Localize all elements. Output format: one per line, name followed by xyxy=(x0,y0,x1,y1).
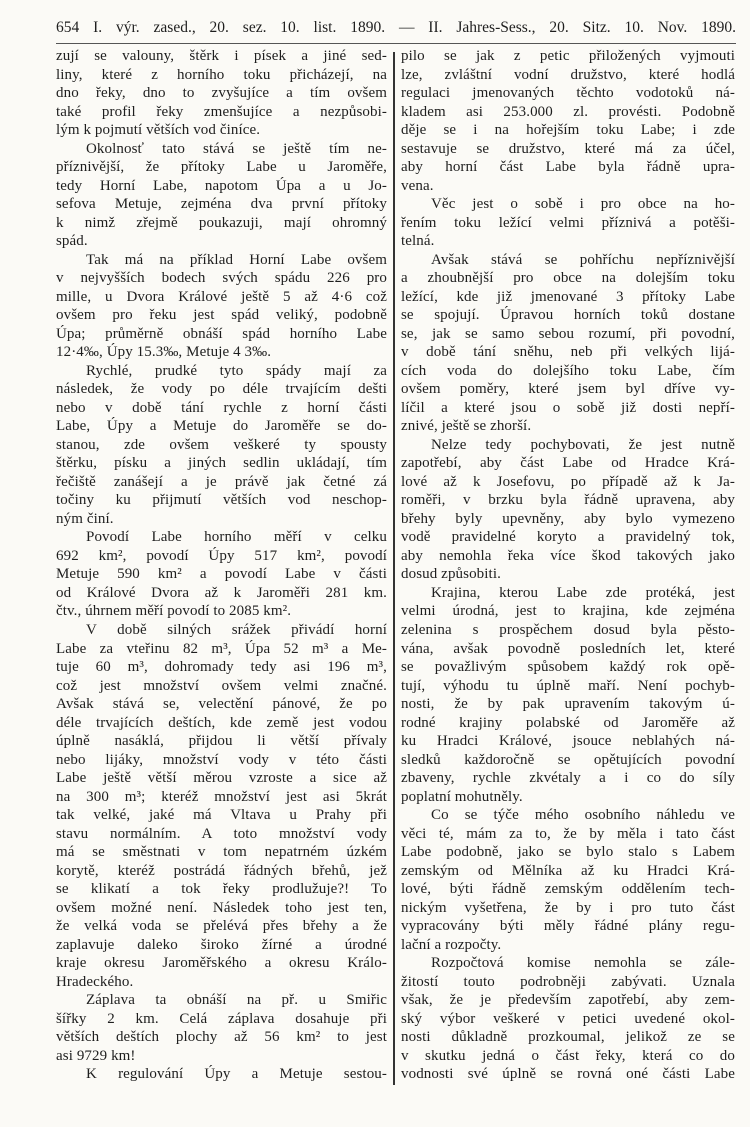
text-line: vypracovány býti měly řádné plány regu- xyxy=(401,918,735,935)
text-line: v době tání sněhu, neb při velkých lijá- xyxy=(401,344,735,361)
text-line: se, jak se samo sebou rozumí, při povodní, xyxy=(401,325,735,342)
text-line: asi 9729 km! xyxy=(56,1047,136,1064)
text-line: tedy Horní Labe, napotom Úpa a u Jo- xyxy=(56,177,387,194)
text-line: Nelze tedy pochybovati, že jest nutně xyxy=(431,436,735,453)
text-line: aby horní část Labe byla řádně upra- xyxy=(401,159,735,176)
text-line: cích voda do dolejšího toku Labe, čím xyxy=(401,362,735,379)
text-line: točiny ku přijmutí větších vod neschop- xyxy=(56,492,387,509)
text-line: a zhoubnější pro obce na dolejším toku xyxy=(401,270,735,287)
text-line: lým k pojmutí větších vod činíce. xyxy=(56,122,261,139)
text-line: Rychlé, prudké tyto spády mají za xyxy=(86,362,387,379)
text-line: čtv., úhrnem měří povodí to 2085 km². xyxy=(56,603,292,620)
text-line: rodné krajiny polabské od Jaroměře až xyxy=(401,714,735,731)
text-line: v nejvyšších bodech svých spádu 226 pro xyxy=(56,270,387,287)
column-divider xyxy=(393,52,395,1085)
text-line: Co se týče mého osobního náhledu ve xyxy=(431,807,735,824)
text-line: lové, býti řádně zemským oddělením tech- xyxy=(401,881,735,898)
right-column xyxy=(401,47,735,1084)
text-line: věci té, mám za to, že by měla i tato část xyxy=(401,825,735,842)
text-line: od Králové Dvora až k Jaroměři 281 km. xyxy=(56,584,387,601)
text-line: kladem asi 253.000 zl. provésti. Podobně xyxy=(401,103,735,120)
text-line: Úpa; průměrně obnáší spád horního Labe xyxy=(56,325,387,342)
text-line: dosud způsobiti. xyxy=(401,566,501,583)
text-line: vodnosti své úplně se rovná oné části Labe xyxy=(401,1066,735,1083)
text-line: Labe, Úpy a Metuje do Jaroměře se do- xyxy=(56,418,387,435)
text-line: lační a rozpočty. xyxy=(401,936,502,953)
text-line: vodě pravidelné koryto a pravidelný tok, xyxy=(401,529,735,546)
text-line: kraje okresu Jaroměřského a okresu Králo- xyxy=(56,955,387,972)
text-line: zemským od Mělníka až ku Hradci Krá- xyxy=(401,862,735,879)
text-line: na 300 m³; kteréž množství jest asi 5krát xyxy=(56,788,387,805)
text-line: velmi úrodná, jest to krajina, kde zejména xyxy=(401,603,735,620)
text-line: tuje 60 m³, dohromady tedy asi 196 m³, xyxy=(56,659,387,676)
text-line: Povodí Labe horního měří v celku xyxy=(86,529,387,546)
text-line: břehy byly upevněny, aby bylo vymezeno xyxy=(401,510,735,527)
text-line: pilo se jak z petic přiložených vyjmouti xyxy=(401,48,735,64)
text-line: stanou, zde ovšem veškeré ty spousty xyxy=(56,436,387,453)
text-line: znivé, ještě se zhorší. xyxy=(401,418,532,435)
text-line: Rozpočtová komise nemohla se zále- xyxy=(431,955,735,972)
running-header: 654 I. výr. zased., 20. sez. 10. list. 1890. — II. Jahres-Sess., 20. Sitz. 10. Nov. 1890. xyxy=(56,19,736,36)
text-line: stavu normálním. A toto množství vody xyxy=(56,825,387,842)
text-line: spád. xyxy=(56,233,88,250)
text-line: dno řeky, dno to zvyšujíce a tím ovšem xyxy=(56,85,387,102)
text-line: zapotřebí, aby část Labe od Hradce Krá- xyxy=(401,455,735,472)
text-line: ovšem pro řeku jest spád veliký, podobně xyxy=(56,307,387,324)
text-line: vena. xyxy=(401,177,434,194)
left-column xyxy=(56,47,387,1084)
text-line: sefova Metuje, zejména dva první přítoky xyxy=(56,196,387,213)
text-line: také profil řeky zmenšujíce a nezpůsobi- xyxy=(56,103,387,120)
text-line: líčil a které jsou o sobě již dosti nepří- xyxy=(401,399,735,416)
text-line: Hradeckého. xyxy=(56,973,134,990)
text-line: ným činí. xyxy=(56,510,114,527)
text-line: korytě, kteréž postrádá řádných břehů, jež xyxy=(56,862,387,879)
text-line: lové až k Josefovu, po případě až k Ja- xyxy=(401,473,735,490)
text-line: telná. xyxy=(401,233,435,250)
text-line: K regulování Úpy a Metuje sestou- xyxy=(86,1066,387,1083)
text-line: řením toku ležící velmi příznivá a potěši- xyxy=(401,214,735,231)
text-line: Krajina, kterou Labe zde protéká, jest xyxy=(431,584,735,601)
text-line: má se směstnati v tom nepatrném úzkém xyxy=(56,844,387,861)
text-line: zaplavuje daleko široko žírné a úrodné xyxy=(56,936,387,953)
text-line: se považlivým spůsobem každý rok opě- xyxy=(401,659,735,676)
text-line: Labe za vteřinu 82 m³, Úpa 52 m³ a Me- xyxy=(56,640,387,657)
text-line: sestavuje se družstvo, které má za účel, xyxy=(401,140,735,157)
text-line: Záplava ta obnáší na př. u Smiřic xyxy=(86,992,387,1009)
text-line: Avšak stává se pohříchu nepříznivější xyxy=(431,251,735,268)
text-line: poplatní mohutněly. xyxy=(401,788,523,805)
text-line: regulaci jmenovaných těchto vodotoků ná- xyxy=(401,85,735,102)
text-line: Tak má na příklad Horní Labe ovšem xyxy=(86,251,387,268)
text-line: vána, avšak povodně posledních let, které xyxy=(401,640,735,657)
text-line: nebo lijáky, množství vody v této části xyxy=(56,751,387,768)
text-line: sledků každoročně se opětujících povodní xyxy=(401,751,735,768)
text-line: nosti důkladně prozkoumal, jelikož ze se xyxy=(401,1029,735,1046)
text-line: liny, které z horního toku přicházejí, na xyxy=(56,66,387,83)
text-line: ský výbor veškeré v petici uvedené okol- xyxy=(401,1010,735,1027)
text-line: příznivější, že přítoky Labe u Jaroměře, xyxy=(56,159,387,176)
text-line: mille, u Dvora Králové ještě 5 až 4·6 což xyxy=(56,288,387,305)
text-line: následek, že vody po déle trvajícím dešti xyxy=(56,381,387,398)
text-line: v skutku jedná o část řeky, která co do xyxy=(401,1047,735,1064)
text-line: však, že je především zapotřebí, aby zem- xyxy=(401,992,735,1009)
text-line: větších deštích plochy až 56 km² to jest xyxy=(56,1029,387,1046)
text-line: Metuje 590 km² a povodí Labe v části xyxy=(56,566,387,583)
text-line: ležící, kde již jmenované 3 přítoky Labe xyxy=(401,288,735,305)
text-line: ovšem poměry, které jsem byl dříve vy- xyxy=(401,381,735,398)
text-line: se spojují. Úpravou horních toků dostane xyxy=(401,307,735,324)
text-line: což jest množství ovšem velmi značné. xyxy=(56,677,387,694)
text-line: 692 km², povodí Úpy 517 km², povodí xyxy=(56,547,387,564)
text-line: nebo v době tání rychle z horní části xyxy=(56,399,387,416)
text-line: Labe podobně, jako se bylo stalo s Labem xyxy=(401,844,735,861)
text-line: lze, zvláštní vodní družstvo, které hodlá xyxy=(401,66,735,83)
text-line: se klikatí a tok řeky prodlužuje?! To xyxy=(56,881,387,898)
text-line: zelenina s prospěchem dosud byla pěsto- xyxy=(401,621,735,638)
text-line: ku Hradci Králové, jsouce neblahých ná- xyxy=(401,733,735,750)
text-line: Avšak stává se, velectění pánové, že po xyxy=(56,696,387,713)
text-line: tak velké, jaké má Vltava u Prahy při xyxy=(56,807,387,824)
text-line: že velká voda se přelévá přes břehy a že xyxy=(56,918,387,935)
text-line: štěrku, písku a jiných sedlin ukládají, tím xyxy=(56,455,387,472)
text-line: déle trvajících deštích, kde země jest vodou xyxy=(56,714,387,731)
text-line: aby nemohla řeka více škod takových jako xyxy=(401,547,735,564)
text-line: nickým vyšetřena, že by i pro tuto část xyxy=(401,899,735,916)
text-line: zují se valouny, štěrk i písek a jiné sed- xyxy=(56,48,387,64)
text-line: šířky 2 km. Celá záplava dosahuje při xyxy=(56,1010,387,1027)
text-line: Okolnosť tato stává se ještě tím ne- xyxy=(86,140,387,157)
text-line: tují, výhodu tu úplně maří. Není pochyb- xyxy=(401,677,735,694)
text-line: roměři, v brzku byla řádně upravena, aby xyxy=(401,492,735,509)
text-line: děje se i na hořejším toku Labe; i zde xyxy=(401,122,735,139)
text-line: úplně nasáklá, přijdou li větší přívaly xyxy=(56,733,387,750)
text-line: řečiště zanášejí a je právě jak četné zá xyxy=(56,473,387,490)
text-line: Labe ještě větší měrou vzroste a sice až xyxy=(56,770,387,787)
text-line: ovšem možné není. Následek toho jest ten, xyxy=(56,899,387,916)
text-line: žitostí touto podrobněji zabývati. Uznala xyxy=(401,973,735,990)
text-line: V době silných srážek přivádí horní xyxy=(86,621,387,638)
text-line: Věc jest o sobě i pro obce na ho- xyxy=(431,196,735,213)
text-line: k nimž zřejmě poukazuji, mají ohromný xyxy=(56,214,387,231)
text-line: zbaveny, rychle zkvétaly a i co do síly xyxy=(401,770,735,787)
text-line: 12·4‰, Úpy 15.3‰, Metuje 4 3‰. xyxy=(56,344,272,361)
text-line: nosti, že by pak upravením takovým ú- xyxy=(401,696,735,713)
header-rule xyxy=(56,43,736,44)
